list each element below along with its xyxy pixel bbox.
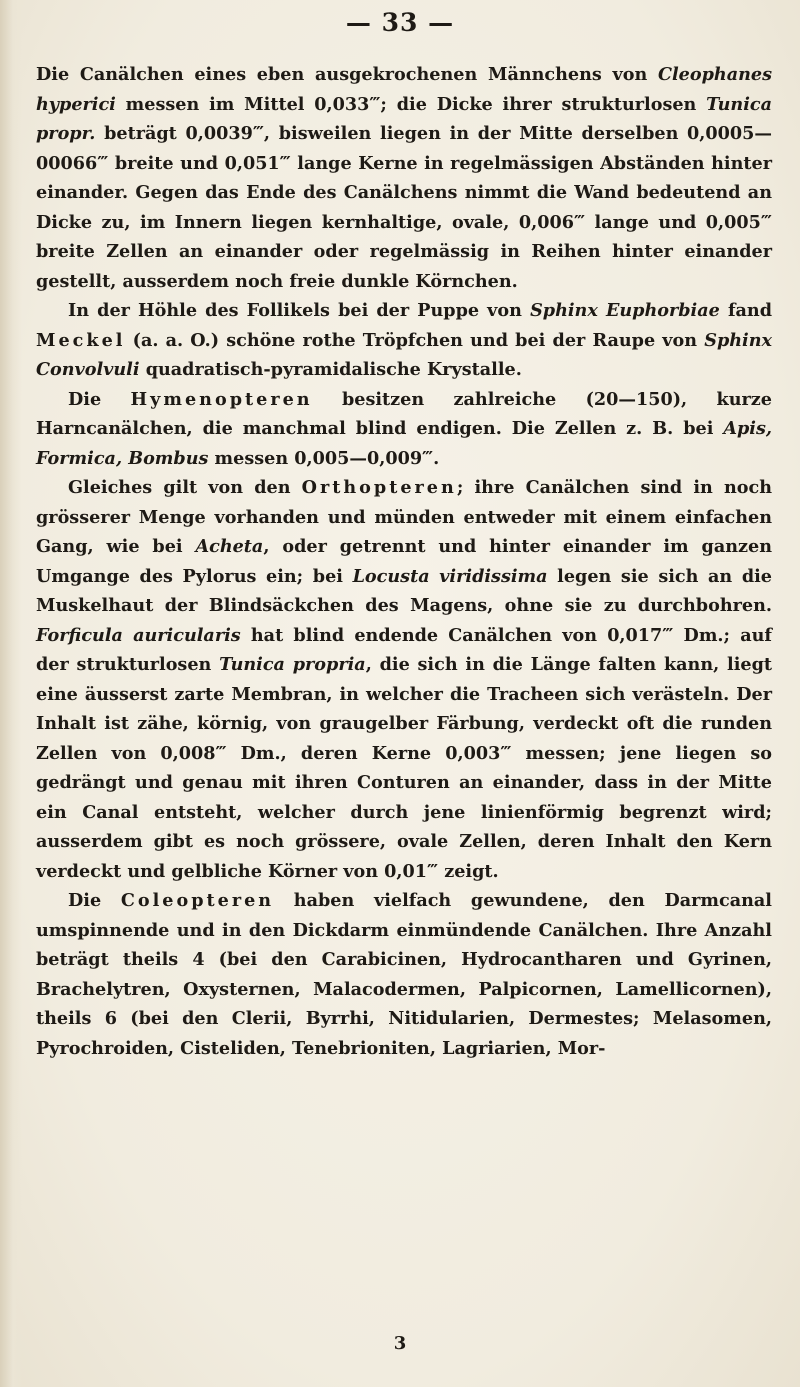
page-gutter-shadow [0,0,22,1387]
spaced-term: Meckel [36,329,126,351]
text-run: In der Höhle des Follikels bei der Puppe von [68,300,531,321]
paragraph [36,886,772,1063]
page-number: — 33 — [345,8,455,37]
paragraph [36,473,772,886]
text-run: beträgt 0,0039‴, bisweilen liegen in der Mitte derselben 0,0005—00066‴ breite und 0,051‴ lange Kerne in regelmässigen Abständen hinter einander. Gegen das Ende des Canälchens nimmt die Wand bedeutend an Dicke zu, im Innern liegen kernhaltige, ovale, 0,006‴ lange und 0,005‴ breite Zellen an einander oder regelmässig in Reihen hinter einander gestellt, ausserdem noch freie dunkle Körnchen. [36,123,772,292]
italic-term: Forficula auricularis [36,624,241,646]
text-run: ; ihre Canälchen sind in noch grösserer Menge vorhanden und münden entweder mit einem einfachen Gang, wie bei [36,477,772,557]
text-run: Die Canälchen eines eben ausgekrochenen Männchens von [36,64,658,85]
text-run: fand [719,300,773,321]
paragraph [36,60,772,296]
italic-term: Cleophanes hyperici [36,64,772,115]
text-run: legen sie sich an die Muskelhaut der Blindsäckchen des Magens, ohne sie zu durchbohren. [36,565,772,616]
italic-term: Apis, Formica, Bombus [36,418,772,469]
text-run: haben vielfach gewundene, den Darmcanal umspinnende und in den Dickdarm einmündende Canälchen. Ihre Anzahl beträgt theils 4 (bei den Carabicinen, Hydrocantharen und Gyrinen, Brachelytren, Oxysternen, Malacodermen, Palpicornen, Lamellicornen), theils 6 (bei den Clerii, Byrrhi, Nitidularien, Dermestes; Melasomen, Pyrochroiden, Cisteliden, Tenebrioniten, Lagriarien, Mor- [36,890,772,1059]
body-text [36,60,772,1063]
spaced-term: Hymenopteren [130,388,313,410]
text-run: Die [68,890,121,911]
paragraph [36,296,772,385]
text-run: , die sich in die Länge falten kann, liegt eine äusserst zarte Membran, in welcher die Tracheen sich verästeln. Der Inhalt ist zähe, körnig, von graugelber Färbung, verdeckt oft die runden Zellen von 0,008‴ Dm., deren Kerne 0,003‴ messen; jene liegen so gedrängt und genau mit ihren Conturen an einander, dass in der Mitte ein Canal entsteht, welcher durch jene linienförmig begrenzt wird; ausserdem gibt es noch grössere, ovale Zellen, deren Inhalt den Kern verdeckt und gelbliche Körner von 0,01‴ zeigt. [36,654,772,882]
text-run: messen im Mittel 0,033‴; die Dicke ihrer strukturlosen [115,93,707,115]
text-run: besitzen zahlreiche (20—150), kurze Harncanälchen, die manchmal blind endigen. Die Zellen z. B. bei [36,388,772,439]
text-run: (a. a. O.) schöne rothe Tröpfchen und bei der Raupe von [125,329,705,351]
spaced-term: Coleopteren [120,890,275,911]
text-run: Gleiches gilt von den [68,477,302,498]
spaced-term: Orthopteren [301,477,457,498]
paragraph [36,385,772,474]
italic-term: Sphinx Euphorbiae [530,300,720,321]
text-run: quadratisch-pyramidalische Krystalle. [139,359,522,380]
italic-term: Locusta viridissima [352,565,548,587]
italic-term: Tunica propr. [36,93,772,144]
text-run: Die [68,388,131,410]
text-run: , oder getrennt und hinter einander im ganzen Umgange des Pylorus ein; bei [36,536,772,587]
text-run: hat blind endende Canälchen von 0,017‴ Dm.; auf der strukturlosen [36,624,772,675]
italic-term: Acheta [195,536,264,557]
text-run: messen 0,005—0,009‴. [208,447,440,469]
signature-mark: 3 [393,1333,407,1354]
italic-term: Sphinx Convolvuli [36,329,772,380]
italic-term: Tunica propria [219,654,366,675]
